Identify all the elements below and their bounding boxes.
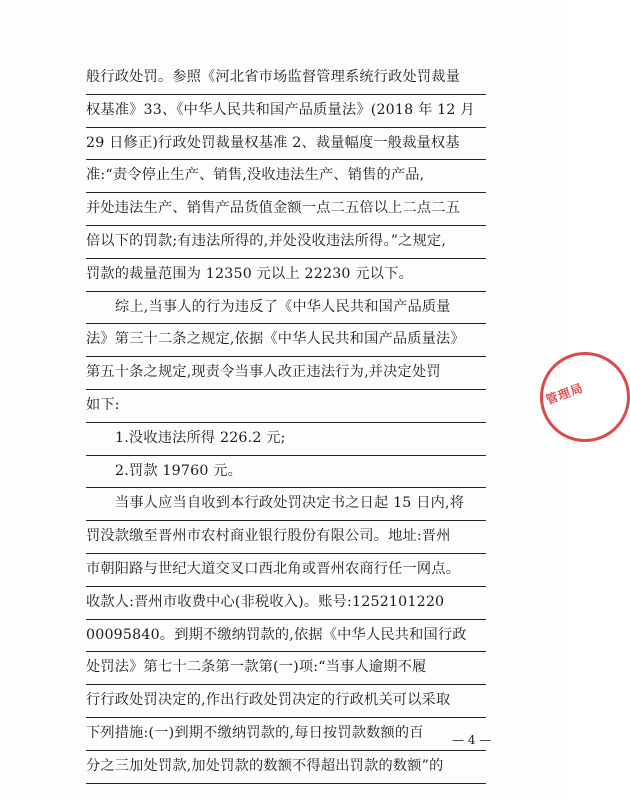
- official-seal-stamp: [540, 352, 630, 442]
- text-line-10: 第五十条之规定,现责令当事人改正违法行为,并决定处罚: [86, 357, 486, 390]
- text-line-14: 当事人应当自收到本行政处罚决定书之日起 15 日内,将: [86, 488, 486, 521]
- text-line-7: 罚款的裁量范围为 12350 元以上 22230 元以下。: [86, 259, 486, 292]
- text-line-1: 般行政处罚。参照《河北省市场监督管理系统行政处罚裁量: [86, 62, 486, 95]
- text-line-11: 如下:: [86, 390, 486, 423]
- text-line-6: 倍以下的罚款;有违法所得的,并处没收违法所得。”之规定,: [86, 226, 486, 259]
- document-body: [86, 62, 486, 784]
- text-line-13: 2.罚款 19760 元。: [86, 456, 486, 489]
- text-line-21: 下列措施:(一)到期不缴纳罚款的,每日按罚款数额的百: [86, 718, 486, 751]
- text-line-18: 00095840。到期不缴纳罚款的,依据《中华人民共和国行政: [86, 620, 486, 653]
- text-line-8: 综上,当事人的行为违反了《中华人民共和国产品质量: [86, 292, 486, 325]
- text-line-3: 29 日修正)行政处罚裁量权基准 2、裁量幅度一般裁量权基: [86, 128, 486, 161]
- seal-text: 管理局: [543, 380, 586, 408]
- text-line-17: 收款人:晋州市收费中心(非税收入)。账号:1252101220: [86, 587, 486, 620]
- text-line-22: 分之三加处罚款,加处罚款的数额不得超出罚款的数额”的: [86, 751, 486, 784]
- text-line-12: 1.没收违法所得 226.2 元;: [86, 423, 486, 456]
- text-line-2: 权基准》33、《中华人民共和国产品质量法》(2018 年 12 月: [86, 95, 486, 128]
- page-number: — 4 —: [452, 733, 492, 747]
- text-line-4: 准:“责令停止生产、销售,没收违法生产、销售的产品,: [86, 160, 486, 193]
- text-line-15: 罚没款缴至晋州市农村商业银行股份有限公司。地址:晋州: [86, 521, 486, 554]
- text-line-20: 行行政处罚决定的,作出行政处罚决定的行政机关可以采取: [86, 685, 486, 718]
- text-line-19: 处罚法》第七十二条第一款第(一)项:“当事人逾期不履: [86, 652, 486, 685]
- text-line-5: 并处违法生产、销售产品货值金额一点二五倍以上二点二五: [86, 193, 486, 226]
- text-line-9: 法》第三十二条之规定,依据《中华人民共和国产品质量法》: [86, 324, 486, 357]
- text-line-16: 市朝阳路与世纪大道交叉口西北角或晋州农商行任一网点。: [86, 554, 486, 587]
